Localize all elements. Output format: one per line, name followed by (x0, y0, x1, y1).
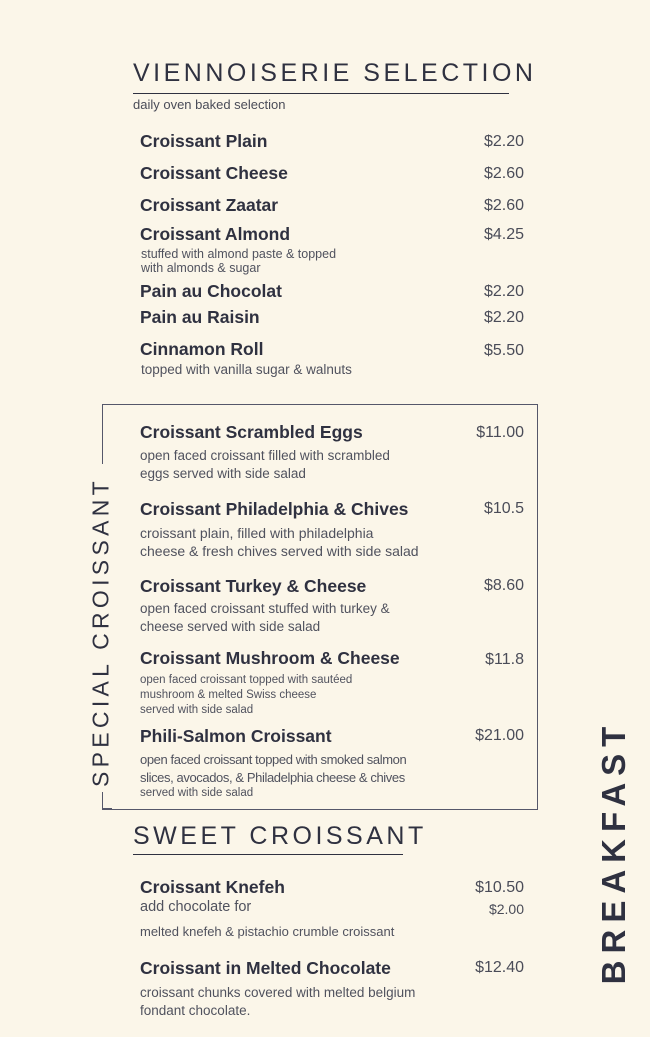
item-name: Croissant Philadelphia & Chives (140, 499, 409, 519)
desc-line: open faced croissant topped with sautéed (140, 674, 353, 686)
item-description (140, 447, 390, 483)
addon-price: $2.00 (488, 901, 524, 917)
frame-corner-bottom (102, 808, 112, 809)
item-name: Cinnamon Roll (140, 339, 264, 359)
item-price: $2.20 (483, 309, 524, 326)
item-name: Croissant Cheese (140, 163, 288, 183)
sweet-croissant-title: SWEET CROISSANT (133, 822, 427, 850)
item-name: Croissant in Melted Chocolate (140, 958, 391, 978)
item-name: Croissant Mushroom & Cheese (140, 648, 400, 668)
item-description (140, 524, 419, 560)
item-price: $2.20 (483, 283, 524, 300)
item-description (140, 984, 415, 1020)
desc-line: eggs served with side salad (140, 466, 306, 481)
item-description (140, 600, 390, 636)
item-name: Croissant Scrambled Eggs (140, 422, 363, 442)
breakfast-side-label: BREAKFAST (595, 719, 632, 985)
item-price: $21.00 (475, 727, 524, 744)
desc-line: slices, avocados, & Philadelphia cheese & chives (140, 770, 405, 785)
desc-line: open faced croissant topped with smoked salmon (140, 752, 407, 767)
item-price: $8.60 (483, 577, 524, 594)
item-price: $10.5 (483, 500, 524, 517)
viennoiserie-title: VIENNOISERIE SELECTION (133, 59, 537, 87)
item-description (140, 673, 352, 718)
item-description (141, 247, 336, 275)
desc-line: served with side salad (140, 704, 254, 716)
frame-corner-top (102, 404, 112, 405)
desc-line: croissant chunks covered with melted belgium (140, 985, 416, 1000)
item-price: $12.40 (475, 959, 524, 976)
desc-line: croissant plain, filled with philadelphia (140, 525, 374, 541)
item-price: $2.60 (483, 165, 524, 182)
item-description: topped with vanilla sugar & walnuts (141, 362, 352, 377)
item-price: $11.8 (485, 651, 524, 668)
item-description (140, 751, 406, 787)
desc-line: open faced croissant filled with scrambled (140, 448, 390, 463)
item-name: Pain au Raisin (140, 307, 260, 327)
frame-left-line-top (102, 404, 103, 464)
special-croissant-title: SPECIAL CROISSANT (87, 477, 114, 787)
desc-line: cheese served with side salad (140, 619, 321, 634)
item-description: served with side salad (140, 787, 254, 799)
desc-line: cheese & fresh chives served with side salad (140, 543, 419, 559)
frame-left-line-bottom (102, 792, 103, 808)
item-description: melted knefeh & pistachio crumble croissant (140, 924, 395, 939)
item-name: Croissant Almond (140, 224, 291, 244)
sweet-title-underline (133, 854, 403, 855)
item-name: Croissant Zaatar (140, 195, 279, 215)
item-price: $5.50 (483, 342, 524, 359)
viennoiserie-subtitle: daily oven baked selection (133, 97, 286, 112)
addon-label: add chocolate for (140, 899, 252, 915)
item-price: $2.20 (483, 133, 524, 150)
item-name: Croissant Knefeh (140, 877, 285, 897)
item-name: Phili-Salmon Croissant (140, 726, 332, 746)
desc-line: stuffed with almond paste & topped (141, 247, 337, 261)
item-name: Croissant Turkey & Cheese (140, 576, 367, 596)
desc-line: open faced croissant stuffed with turkey & (140, 601, 390, 616)
item-price: $10.50 (475, 879, 524, 896)
item-price: $2.60 (483, 197, 524, 214)
item-name: Croissant Plain (140, 131, 268, 151)
desc-line: fondant chocolate. (140, 1003, 251, 1018)
viennoiserie-title-underline (133, 93, 509, 94)
item-price: $11.00 (476, 424, 524, 441)
item-name: Pain au Chocolat (140, 281, 282, 301)
desc-line: with almonds & sugar (141, 261, 261, 275)
desc-line: mushroom & melted Swiss cheese (140, 689, 317, 701)
item-price: $4.25 (483, 226, 524, 243)
